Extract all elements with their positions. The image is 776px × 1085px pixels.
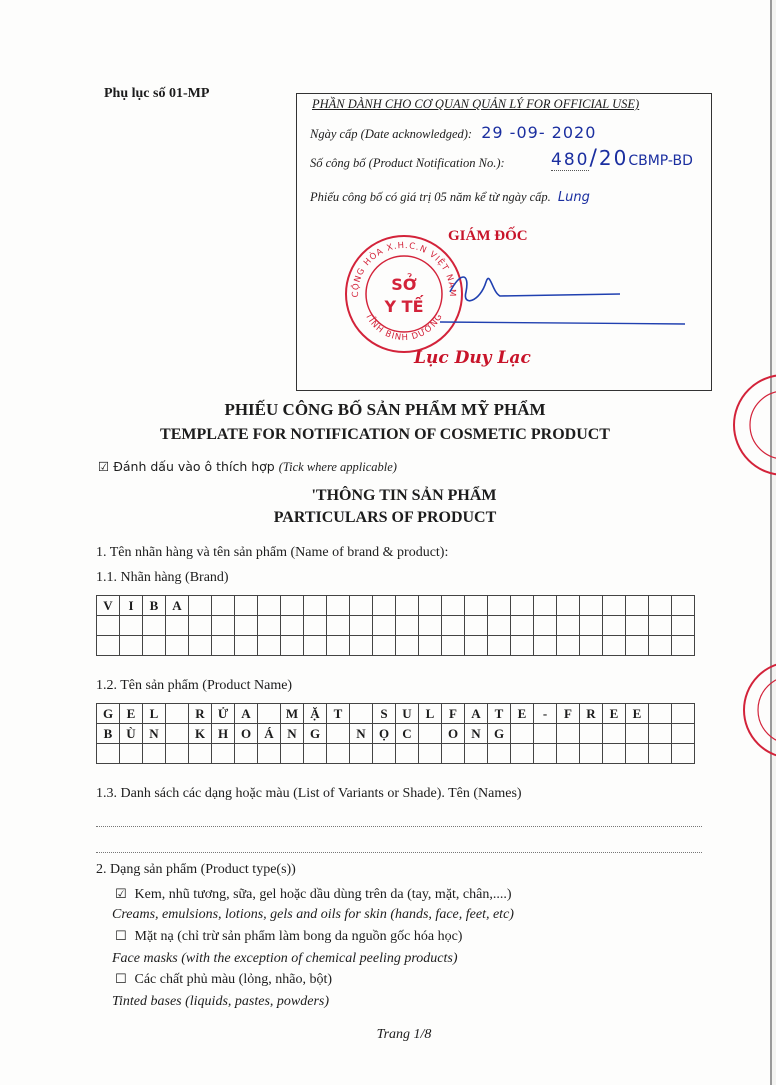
option-creams-en: Creams, emulsions, lotions, gels and oils for skin (hands, face, feet, etc) [112,907,514,922]
grid-cell [281,596,304,616]
item-1-1-heading: 1.1. Nhãn hàng (Brand) [96,570,229,585]
grid-cell [258,744,281,764]
grid-cell [258,616,281,636]
date-acknowledged-row [310,123,596,142]
grid-cell [258,636,281,656]
grid-cell [120,636,143,656]
grid-cell [258,596,281,616]
grid-cell [419,724,442,744]
form-title-vi: PHIẾU CÔNG BỐ SẢN PHẨM MỸ PHẨM [224,400,546,419]
grid-cell [672,616,695,636]
grid-cell [442,744,465,764]
grid-cell: Ặ [304,704,327,724]
grid-cell [649,724,672,744]
grid-cell: A [465,704,488,724]
grid-cell [557,744,580,764]
grid-cell: Ù [120,724,143,744]
grid-cell: N [281,724,304,744]
grid-cell: Ử [212,704,235,724]
grid-cell [97,636,120,656]
grid-cell: K [189,724,212,744]
grid-row [97,616,695,636]
grid-cell [281,616,304,636]
grid-cell [465,744,488,764]
grid-row [97,744,695,764]
grid-cell: R [189,704,212,724]
grid-cell [304,636,327,656]
grid-cell [603,744,626,764]
grid-cell: R [580,704,603,724]
grid-cell [258,704,281,724]
grid-cell: O [442,724,465,744]
variants-line-1 [96,826,702,827]
grid-cell [120,616,143,636]
grid-cell [189,636,212,656]
grid-row [97,596,695,616]
grid-cell [511,636,534,656]
grid-cell [327,596,350,616]
grid-cell [166,724,189,744]
grid-cell [350,704,373,724]
tick-instruction: ☑ Đánh dấu vào ô thích hợp (Tick where applicable) [98,459,397,474]
grid-cell [626,616,649,636]
grid-cell: T [488,704,511,724]
grid-cell [419,616,442,636]
grid-cell: B [143,596,166,616]
validity-note: Phiếu công bố có giá trị 05 năm kể từ ngày cấp. Lung [310,190,590,205]
grid-cell [304,596,327,616]
grid-cell: I [120,596,143,616]
official-use-title: PHẦN DÀNH CHO CƠ QUAN QUẢN LÝ FOR OFFICIAL USE) [312,97,640,111]
grid-cell [603,596,626,616]
grid-cell: O [235,724,258,744]
grid-cell: G [488,724,511,744]
item-1-3-heading: 1.3. Danh sách các dạng hoặc màu (List of Variants or Shade). Tên (Names) [96,786,522,801]
grid-cell [327,636,350,656]
grid-cell [212,596,235,616]
grid-cell: G [304,724,327,744]
grid-cell [488,616,511,636]
grid-cell: U [396,704,419,724]
grid-cell: N [350,724,373,744]
grid-cell [212,616,235,636]
grid-cell [304,744,327,764]
grid-cell [626,596,649,616]
grid-cell: T [327,704,350,724]
grid-cell: L [143,704,166,724]
grid-cell [465,636,488,656]
grid-cell [626,744,649,764]
grid-cell [488,596,511,616]
grid-cell [603,724,626,744]
grid-cell: Ọ [373,724,396,744]
grid-cell [442,596,465,616]
grid-cell [419,596,442,616]
grid-cell [327,744,350,764]
grid-cell: H [212,724,235,744]
grid-cell [465,596,488,616]
signer-name: Lục Duy Lạc [414,348,531,368]
grid-cell [166,616,189,636]
grid-cell [327,724,350,744]
grid-cell: M [281,704,304,724]
grid-cell [143,616,166,636]
grid-cell: V [97,596,120,616]
variants-line-2 [96,852,702,853]
grid-cell [350,744,373,764]
form-title-en: TEMPLATE FOR NOTIFICATION OF COSMETIC PRODUCT [160,426,610,443]
option-creams-checkbox-icon[interactable]: ☑ [115,887,127,902]
date-acknowledged-label: Ngày cấp (Date acknowledged): [310,127,473,141]
grid-cell [189,596,212,616]
grid-cell [281,744,304,764]
grid-cell [166,744,189,764]
grid-cell [166,636,189,656]
grid-cell [557,636,580,656]
grid-cell [166,704,189,724]
grid-cell [511,596,534,616]
seal-bottom-text: TỈNH BÌNH DƯƠNG [362,311,446,344]
grid-cell: C [396,724,419,744]
grid-row [97,636,695,656]
grid-cell [534,744,557,764]
grid-cell: E [511,704,534,724]
grid-cell: F [442,704,465,724]
grid-cell [649,616,672,636]
grid-cell: E [603,704,626,724]
seal-center-line2: Y TẾ [384,297,424,316]
grid-cell [189,616,212,636]
grid-cell [235,744,258,764]
grid-cell [373,744,396,764]
notification-number-row [310,156,505,171]
notification-number-value: 480/20CBMP-BD [551,146,693,171]
grid-cell [235,596,258,616]
grid-cell [511,724,534,744]
option-tinted-bases-checkbox-icon[interactable]: ☐ [115,972,127,987]
section-title-vi: 'THÔNG TIN SẢN PHẨM [311,487,497,504]
grid-cell [419,636,442,656]
grid-cell [534,636,557,656]
seal-center-line1: SỞ [391,275,417,294]
grid-cell [189,744,212,764]
grid-cell [442,616,465,636]
grid-cell: E [120,704,143,724]
side-seal-fragment-2-icon [742,640,776,780]
grid-cell [557,616,580,636]
grid-cell [603,636,626,656]
page-number: Trang 1/8 [376,1027,432,1042]
grid-cell [672,596,695,616]
grid-cell: E [626,704,649,724]
grid-cell [465,616,488,636]
grid-cell [534,724,557,744]
grid-cell: N [465,724,488,744]
grid-cell [672,636,695,656]
grid-cell [580,616,603,636]
grid-cell [235,636,258,656]
grid-cell [373,616,396,636]
product-name-grid [96,703,695,764]
option-face-masks[interactable]: ☐ Mặt nạ (chỉ trừ sản phẩm làm bong da nguồn gốc hóa học) [115,929,463,944]
grid-cell [143,636,166,656]
grid-cell: A [235,704,258,724]
grid-cell [511,616,534,636]
item-1-2-heading: 1.2. Tên sản phẩm (Product Name) [96,678,293,693]
grid-cell: B [97,724,120,744]
grid-cell [304,616,327,636]
grid-cell [396,744,419,764]
grid-cell [534,616,557,636]
grid-row [97,724,695,744]
director-title: GIÁM ĐỐC [448,228,528,244]
grid-cell: G [97,704,120,724]
grid-cell [557,596,580,616]
grid-cell: - [534,704,557,724]
grid-cell [511,744,534,764]
initials-signature: Lung [557,190,590,205]
grid-cell [350,616,373,636]
grid-cell [327,616,350,636]
grid-cell [419,744,442,764]
grid-cell [649,744,672,764]
grid-cell [396,636,419,656]
grid-cell [580,596,603,616]
grid-cell [534,596,557,616]
grid-cell [488,636,511,656]
grid-row [97,704,695,724]
annex-label: Phụ lục số 01-MP [104,86,210,101]
grid-cell [97,616,120,636]
grid-cell [649,636,672,656]
grid-cell [212,636,235,656]
director-signature [430,262,690,342]
grid-cell [120,744,143,764]
item-2-heading: 2. Dạng sản phẩm (Product type(s)) [96,862,296,877]
grid-cell [396,616,419,636]
grid-cell [649,704,672,724]
grid-cell [672,744,695,764]
grid-cell [603,616,626,636]
grid-cell [350,596,373,616]
grid-cell [212,744,235,764]
side-seal-fragment-icon [726,370,776,480]
grid-cell [580,724,603,744]
grid-cell: Á [258,724,281,744]
grid-cell [672,704,695,724]
grid-cell [672,724,695,744]
grid-cell [442,636,465,656]
option-tinted-bases-en: Tinted bases (liquids, pastes, powders) [112,994,330,1009]
option-creams[interactable]: ☑ Kem, nhũ tương, sữa, gel hoặc dầu dùng trên da (tay, mặt, chân,....) [115,887,512,902]
option-face-masks-en: Face masks (with the exception of chemical peeling products) [112,951,458,966]
grid-cell [580,744,603,764]
grid-cell [580,636,603,656]
option-tinted-bases[interactable]: ☐ Các chất phủ màu (lỏng, nhão, bột) [115,972,333,987]
grid-cell: A [166,596,189,616]
date-acknowledged-value: 29 -09- 2020 [481,123,597,142]
seal-top-text: CỘNG HÒA X.H.C.N VIỆT NAM [350,240,458,298]
section-title-en: PARTICULARS OF PRODUCT [273,509,497,526]
grid-cell: N [143,724,166,744]
grid-cell: S [373,704,396,724]
grid-cell [235,616,258,636]
grid-cell: L [419,704,442,724]
grid-cell [373,636,396,656]
checked-box-icon: ☑ [98,459,110,474]
grid-cell [396,596,419,616]
grid-cell [626,636,649,656]
notification-number-label: Số công bố (Product Notification No.): [310,156,505,170]
grid-cell [649,596,672,616]
item-1-heading: 1. Tên nhãn hàng và tên sản phẩm (Name of brand & product): [96,545,449,560]
option-face-masks-checkbox-icon[interactable]: ☐ [115,929,127,944]
brand-grid [96,595,695,656]
grid-cell [143,744,166,764]
grid-cell [557,724,580,744]
grid-cell [97,744,120,764]
grid-cell [488,744,511,764]
grid-cell: F [557,704,580,724]
grid-cell [281,636,304,656]
grid-cell [626,724,649,744]
grid-cell [373,596,396,616]
grid-cell [350,636,373,656]
